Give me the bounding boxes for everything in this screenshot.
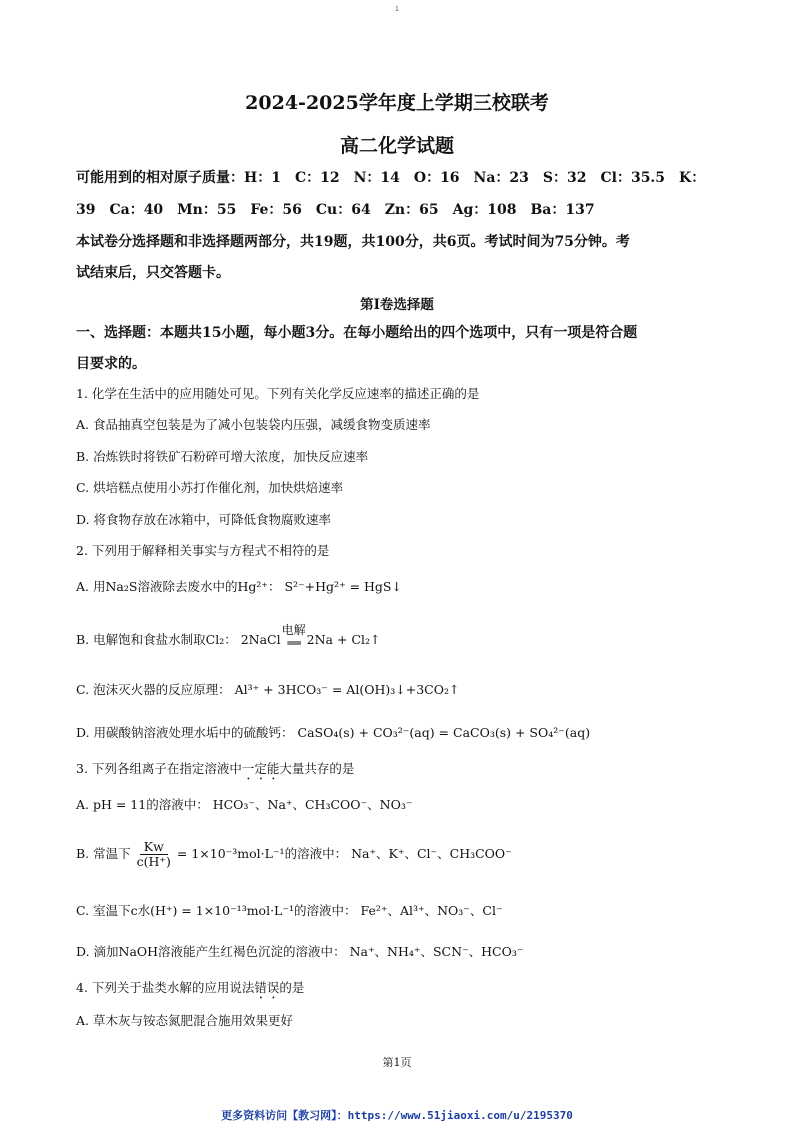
q2-option-c [76,681,459,699]
q2-option-a-text: A. 用Na₂S溶液除去废水中的Hg²⁺： [76,579,281,594]
electrolysis-label: 电解 [281,623,306,637]
q2-option-c-text: C. 泡沫灭火器的反应原理： [76,682,231,697]
page-mark: 1 [395,6,399,13]
q2-stem: 2. 下列用于解释相关事实与方程式不相符的是 [76,543,330,558]
q2-option-b-reactant: 2NaCl [240,632,281,648]
q3-option-c-ions: Fe²⁺、Al³⁺、NO₃⁻、Cl⁻ [360,903,503,918]
q2-option-b-product: 2Na + Cl₂↑ [306,632,381,648]
q2-option-b [76,624,380,649]
section-title: 第I卷选择题 [360,297,434,313]
q4-option-a: A. 草木灰与铵态氮肥混合施用效果更好 [76,1013,293,1028]
q2-option-d-text: D. 用碳酸钠溶液处理水垢中的硫酸钙： [76,725,294,740]
q3-option-c-post: 的溶液中： [293,903,357,918]
kw-denominator: c(H⁺) [136,853,171,869]
q3-option-d-text: D. 滴加NaOH溶液能产生红褐色沉淀的溶液中： [76,944,346,959]
q4-stem-emphasis: 错误 [254,980,280,995]
q3-option-a [76,796,412,814]
q3-option-b-post: 的溶液中： [284,845,348,861]
q3-option-d-ions: Na⁺、NH₄⁺、SCN⁻、HCO₃⁻ [349,944,524,959]
q3-option-c-value: c水(H⁺) = 1×10⁻¹³mol·L⁻¹ [130,903,294,918]
exam-title: 2024-2025学年度上学期三校联考 [245,92,549,114]
q3-option-b-value: = 1×10⁻³mol·L⁻¹ [176,845,285,861]
atomic-mass-line-2: 39 Ca：40 Mn：55 Fe：56 Cu：64 Zn：65 Ag：108 Ba：137 [76,202,595,218]
q3-stem-post: 大量共存的是 [279,761,355,776]
q3-stem [76,760,354,783]
q2-option-b-text: B. 电解饱和食盐水制取Cl₂： [76,632,237,648]
q1-stem: 1. 化学在生活中的应用随处可见。下列有关化学反应速率的描述正确的是 [76,386,480,401]
kw-fraction [133,840,175,869]
q1-option-b: B. 冶炼铁时将铁矿石粉碎可增大浓度，加快反应速率 [76,449,369,464]
page-number: 第1页 [382,1056,412,1069]
section-intro-line-1: 一、选择题：本题共15小题，每小题3分。在每小题给出的四个选项中，只有一项是符合题 [76,325,638,341]
q4-stem-post: 的是 [279,980,305,995]
promo-link[interactable]: 更多资料访问【教习网】：https://www.51jiaoxi.com/u/2195370 [221,1109,573,1122]
q3-option-a-ions: HCO₃⁻、Na⁺、CH₃COO⁻、NO₃⁻ [212,797,413,812]
q1-option-a: A. 食品抽真空包装是为了减小包装袋内压强，减缓食物变质速率 [76,417,431,432]
q3-option-c [76,902,503,920]
q3-stem-pre: 3. 下列各组离子在指定溶液中 [76,761,242,776]
instructions-line-1: 本试卷分选择题和非选择题两部分，共19题，共100分，共6页。考试时间为75分钟。考 [76,234,630,250]
exam-subtitle: 高二化学试题 [339,135,454,157]
q2-option-c-equation: Al³⁺ + 3HCO₃⁻ = Al(OH)₃↓+3CO₂↑ [234,682,460,697]
q3-option-b-pre: B. 常温下 [76,845,131,861]
q2-option-d [76,724,590,742]
q3-option-b [76,840,512,869]
q3-option-d [76,943,523,961]
q3-option-a-text: A. pH = 11的溶液中： [76,797,209,812]
q2-option-a-equation: S²⁻+Hg²⁺ = HgS↓ [284,579,402,594]
q2-option-d-equation: CaSO₄(s) + CO₃²⁻(aq) = CaCO₃(s) + SO₄²⁻(aq) [297,725,591,740]
q1-option-c: C. 烘培糕点使用小苏打作催化剂，加快烘焙速率 [76,480,344,495]
q4-stem [76,979,304,1002]
instructions-line-2: 试结束后，只交答题卡。 [76,265,230,281]
kw-numerator: Kw [140,840,168,855]
q2-option-a [76,578,402,596]
q3-option-b-ions: Na⁺、K⁺、Cl⁻、CH₃COO⁻ [351,845,512,861]
atomic-mass-line-1: 可能用到的相对原子质量：H：1 C：12 N：14 O：16 Na：23 S：32 Cl：35.5 K： [76,170,706,186]
electrolysis-arrow: 电解 ══ [281,623,306,650]
q4-stem-pre: 4. 下列关于盐类水解的应用说法 [76,980,255,995]
section-intro-line-2: 目要求的。 [76,356,146,372]
q3-option-c-pre: C. 室温下 [76,903,131,918]
q1-option-d: D. 将食物存放在冰箱中，可降低食物腐败速率 [76,512,332,527]
q3-stem-emphasis: 一定能 [241,761,280,776]
